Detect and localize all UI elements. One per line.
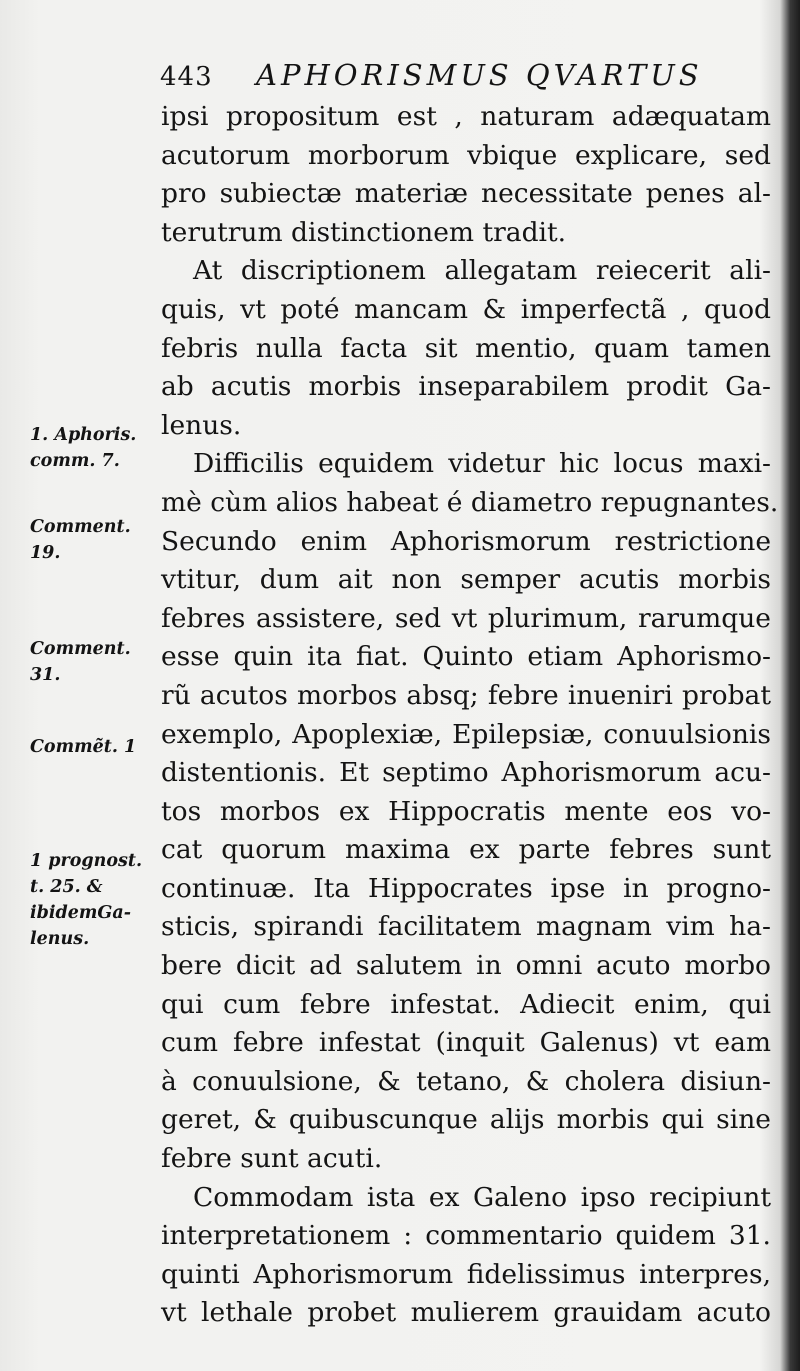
margin-note-line: Comment. bbox=[30, 517, 131, 537]
page-header bbox=[160, 56, 760, 96]
margin-note-line: comm. 7. bbox=[30, 451, 120, 471]
margin-note-line: lenus. bbox=[30, 929, 90, 949]
text-line: exemplo, Apoplexiæ, Epilepsiæ, conuulsionis bbox=[161, 718, 771, 750]
text-line: quis, vt poté mancam & imperfectã , quod bbox=[161, 293, 771, 325]
text-line: tos morbos ex Hippocratis mente eos vo- bbox=[161, 795, 771, 827]
text-line: pro subiectæ materiæ necessitate penes al- bbox=[161, 178, 771, 210]
text-line: ab acutis morbis inseparabilem prodit Ga- bbox=[161, 371, 771, 403]
margin-note-line: ibidemGa- bbox=[30, 903, 131, 923]
margin-note bbox=[30, 734, 136, 760]
margin-note-line: Commẽt. 1 bbox=[30, 737, 137, 757]
text-line: rũ acutos morbos absq; febre inueniri probat bbox=[161, 679, 771, 711]
text-line: mè cùm alios habeat é diametro repugnantes. bbox=[161, 486, 779, 518]
margin-note bbox=[30, 514, 131, 566]
text-line: vtitur, dum ait non semper acutis morbis bbox=[161, 564, 771, 596]
text-line: cat quorum maxima ex parte febres sunt bbox=[161, 834, 771, 866]
text-line: lenus. bbox=[161, 409, 242, 441]
text-line: esse quin ita fiat. Quinto etiam Aphorismo- bbox=[161, 641, 771, 673]
text-line: vt lethale probet mulierem grauidam acuto bbox=[161, 1297, 771, 1329]
margin-notes bbox=[0, 0, 160, 1371]
text-line: à conuulsione, & tetano, & cholera disiun- bbox=[161, 1065, 771, 1097]
text-line: acutorum morborum vbique explicare, sed bbox=[161, 139, 771, 171]
margin-note-line: t. 25. & bbox=[30, 877, 103, 897]
text-line: Secundo enim Aphorismorum restrictione bbox=[161, 525, 771, 557]
text-line: febres assistere, sed vt plurimum, rarumque bbox=[161, 602, 771, 634]
text-line: continuæ. Ita Hippocrates ipse in progno- bbox=[161, 872, 771, 904]
text-line: cum febre infestat (inquit Galenus) vt eam bbox=[161, 1027, 771, 1059]
text-line: quinti Aphorismorum fidelissimus interpres, bbox=[161, 1258, 771, 1290]
text-line: Difficilis equidem videtur hic locus maxi- bbox=[193, 448, 771, 480]
text-line: At discriptionem allegatam reiecerit ali- bbox=[193, 255, 771, 287]
margin-note-line: Comment. bbox=[30, 639, 131, 659]
text-line: terutrum distinctionem tradit. bbox=[161, 216, 567, 248]
text-line: Commodam ista ex Galeno ipso recipiunt bbox=[193, 1181, 771, 1213]
text-line: bere dicit ad salutem in omni acuto morbo bbox=[161, 950, 771, 982]
running-title: APHORISMUS QVARTUS bbox=[256, 58, 703, 92]
margin-note bbox=[30, 422, 136, 474]
margin-note bbox=[30, 848, 142, 952]
margin-note-line: 1 prognost. bbox=[30, 851, 143, 871]
margin-note-line: 31. bbox=[30, 665, 61, 685]
text-line: febre sunt acuti. bbox=[161, 1143, 383, 1175]
margin-note-line: 19. bbox=[30, 543, 61, 563]
body-text bbox=[161, 98, 779, 1333]
text-line: qui cum febre infestat. Adiecit enim, qui bbox=[161, 988, 771, 1020]
text-line: distentionis. Et septimo Aphorismorum acu- bbox=[161, 757, 771, 789]
text-line: sticis, spirandi facilitatem magnam vim ha- bbox=[161, 911, 771, 943]
text-line: geret, & quibuscunque alijs morbis qui sine bbox=[161, 1104, 771, 1136]
page-number: 443 bbox=[160, 62, 213, 92]
text-line: interpretationem : commentario quidem 31. bbox=[161, 1220, 771, 1252]
text-line: ipsi propositum est , naturam adæquatam bbox=[161, 101, 771, 132]
margin-note bbox=[30, 636, 131, 688]
margin-note-line: 1. Aphoris. bbox=[30, 425, 137, 445]
text-line: febris nulla facta sit mentio, quam tamen bbox=[161, 332, 771, 364]
